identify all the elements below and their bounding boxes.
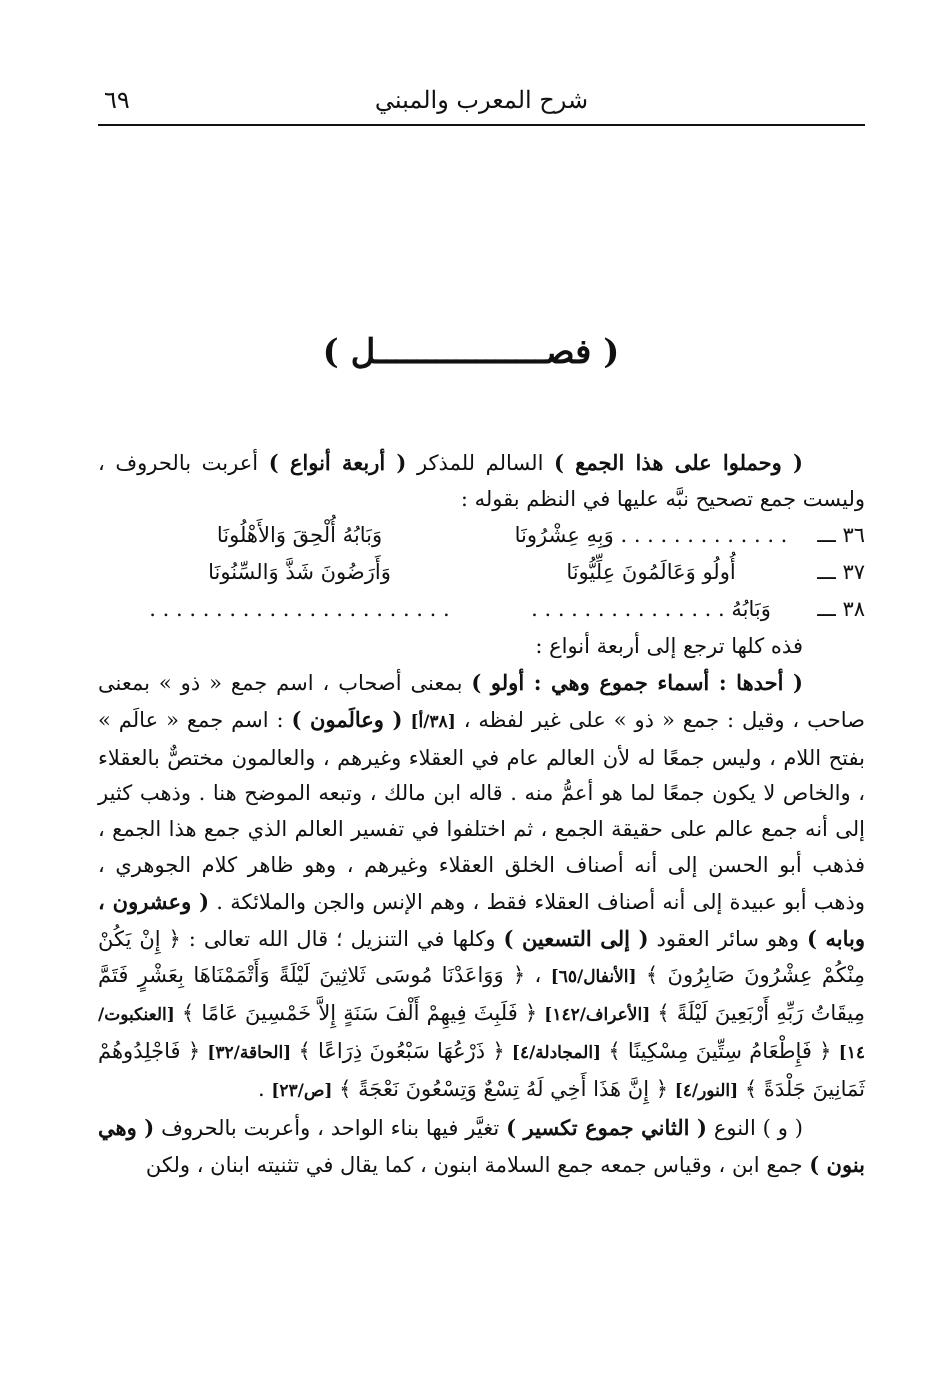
- paragraph-types-intro: [98, 629, 865, 665]
- text-run: ﴿ ذَرْعُهَا سَبْعُونَ ذِرَاعًا ﴾: [291, 1038, 512, 1063]
- text-run: ﴿ إِنَّ هَذَا أَخِي لَهُ تِسْعٌ وَتِسْعُونَ نَعْجَةً ﴾: [332, 1076, 675, 1101]
- verse-row: [98, 592, 865, 629]
- page-number: ٦٩: [104, 86, 130, 114]
- text-run: أعربت بالحروف ، وليست جمع تصحيح نبَّه عليها في النظم بقوله :: [98, 451, 865, 511]
- text-run: تغيَّر فيها بناء الواحد ، وأعربت بالحروف: [154, 1115, 507, 1140]
- bold-phrase: ( وهي بنون ): [98, 1114, 865, 1177]
- verse-number: ٣٧ ـــ: [817, 560, 865, 585]
- bold-phrase: ( وعالَمون ): [291, 706, 403, 732]
- verse-row: [98, 555, 865, 592]
- bold-phrase: ( الثاني جموع تكسير ): [506, 1114, 707, 1140]
- section-heading-tatweel: ـــــــــــــــ: [386, 332, 536, 372]
- text-run: وكلها في التنزيل ؛ قال الله تعالى : ﴿ إِنْ يَكُنْ مِنْكُمْ عِشْرُونَ صَابِرُونَ ﴾: [98, 927, 865, 987]
- section-heading: [0, 332, 942, 372]
- verse-hemistich-second: وَأَرَضُونَ شَذَّ وَالسِّنُونَا: [208, 560, 391, 585]
- section-heading-close: ـل ): [322, 332, 387, 372]
- bold-phrase: ( وحملوا على هذا الجمع ): [554, 450, 803, 475]
- verse-table: [98, 518, 865, 629]
- paragraph-first-type: [98, 665, 865, 1110]
- paragraph-second-type: [98, 1110, 865, 1184]
- text-run: : اسم جمع « عالَم » بفتح اللام ، وليس جمعًا له لأن العالم عام في العقلاء وغيرهم ، والعالمون مختصٌّ بالعقلاء ، والخاص لا يكون جمعًا لما هو أعمُّ منه . قاله ابن مالك ، وتبعه الموضح هنا . وذهب كثير إلى أنه جمع عالم على حقيقة الجمع ، ثم اختلفوا في تفسير العالم الذي جمع هذا الجمع ، فذهب أبو الحسن إلى أنه أصناف الخلق العقلاء وغيرهم ، وهو ظاهر كلام الجوهري ، وذهب أبو عبيدة إلى أنه أصناف العقلاء فقط ، وهم الإنس والجن والملائكة .: [98, 707, 865, 915]
- text-run: وهو سائر العقود: [648, 927, 807, 952]
- body-text: [98, 445, 865, 1183]
- verse-hemistich-second: وَبَابُهُ أُلْحِقَ وَالأَهْلُونَا: [216, 523, 383, 548]
- page-header: [98, 78, 865, 126]
- paragraph-intro: [98, 445, 865, 518]
- verse-row: [98, 518, 865, 555]
- quran-ref: [الأنفال/٦٥]: [550, 966, 637, 987]
- quran-ref: [المجادلة/٤]: [511, 1042, 602, 1063]
- bold-phrase: ( أربعة أنواع ): [268, 450, 407, 475]
- verse-hemistich-second: . . . . . . . . . . . . . . . . . . . . . . .: [149, 597, 450, 622]
- bold-phrase: ( وعشرون ، وبابه ): [98, 889, 865, 952]
- text-run: فذه كلها ترجع إلى أربعة أنواع :: [535, 633, 803, 658]
- quran-ref: [الأعراف/١٤٢]: [544, 1004, 651, 1025]
- text-run: ﴿ فَاجْلِدُوهُمْ ثَمَانِينَ جَلْدَةً ﴾: [98, 1038, 865, 1101]
- bold-phrase: ( أحدها : أسماء جموع وهي : أولو ): [471, 669, 803, 695]
- quran-ref: [الحاقة/٣٢]: [207, 1042, 292, 1063]
- section-heading-open: ( فصـ: [535, 332, 620, 372]
- quran-ref: [العنكبوت/١٤]: [98, 1004, 865, 1063]
- verse-hemistich-first: . . . . . . . . . . . . . وَبِهِ عِشْرُونَا: [514, 523, 788, 548]
- text-run: السالم للمذكر: [406, 451, 555, 475]
- text-run: ( و ) النوع: [706, 1115, 803, 1140]
- verse-number: ٣٦ ـــ: [817, 523, 865, 548]
- verse-number: ٣٨ ـــ: [817, 597, 865, 622]
- quran-ref: [ص/٢٣]: [271, 1080, 333, 1101]
- bold-phrase: ( إلى التسعين ): [503, 926, 649, 952]
- verse-hemistich-first: وَبَابُهُ . . . . . . . . . . . . . . .: [531, 597, 771, 622]
- text-run: جمع ابن ، وقياس جمعه جمع السلامة ابنون ، كما يقال في تثنيته ابنان ، ولكن: [145, 1152, 810, 1177]
- text-run: ﴿ فَلَبِثَ فِيهِمْ أَلْفَ سَنَةٍ إِلاَّ خَمْسِينَ عَامًا ﴾: [174, 1000, 545, 1025]
- text-run: ، ﴿ وَوَاعَدْنَا مُوسَى ثَلاثِينَ لَيْلَةً وَأَتْمَمْنَاهَا بِعَشْرٍ فَتَمَّ مِيقَاتُ رَبِّهِ أَرْبَعِينَ لَيْلَةً ﴾: [98, 962, 865, 1025]
- manuscript-ref: [٣٨/أ]: [410, 711, 456, 732]
- text-run: .: [258, 1076, 272, 1101]
- text-run: ﴿ فَإِطْعَامُ سِتِّينَ مِسْكِينًا ﴾: [601, 1038, 839, 1063]
- quran-ref: [النور/٤]: [674, 1080, 739, 1101]
- text-run: بمعنى أصحاب ، اسم جمع « ذو » بمعنى صاحب ، وقيل : جمع « ذو » على غير لفظه ،: [98, 670, 865, 732]
- running-title: شرح المعرب والمبني: [374, 86, 589, 114]
- verse-hemistich-first: أُولُو وَعَالَمُونَ عِلِّيُّونَا: [566, 560, 736, 585]
